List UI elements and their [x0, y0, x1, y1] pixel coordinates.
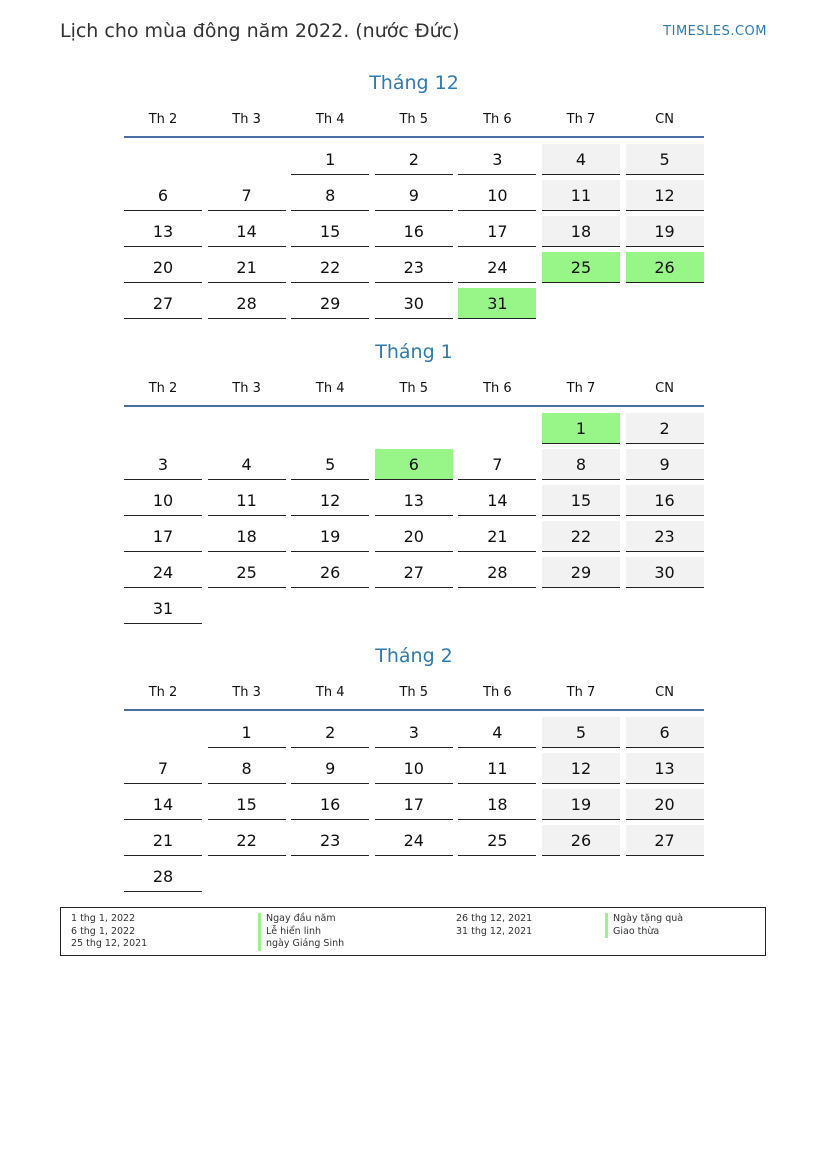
legend-holiday-name: Lễ hiển linh	[258, 926, 344, 939]
day-cell[interactable]: 13	[375, 485, 453, 516]
day-cell[interactable]: 14	[124, 789, 202, 820]
month-title: Tháng 1	[375, 341, 453, 363]
legend-holiday-name: Ngay đầu năm	[258, 913, 344, 926]
weekday-label: Th 2	[148, 111, 178, 127]
day-grid	[124, 413, 704, 624]
day-cell[interactable]: 3	[458, 144, 536, 175]
day-cell[interactable]: 7	[458, 449, 536, 480]
day-cell[interactable]: 21	[124, 825, 202, 856]
day-cell[interactable]: 15	[542, 485, 620, 516]
weekday-label: Th 7	[566, 684, 596, 700]
day-cell[interactable]: 24	[458, 252, 536, 283]
weekday-label: Th 2	[148, 380, 178, 396]
empty-cell	[124, 144, 202, 175]
weekday-label: CN	[655, 111, 674, 127]
day-cell[interactable]: 28	[208, 288, 286, 319]
day-cell[interactable]: 6	[626, 717, 704, 748]
weekday-label: Th 2	[148, 684, 178, 700]
empty-cell	[291, 413, 369, 444]
weekday-label: Th 4	[315, 380, 345, 396]
day-cell[interactable]: 8	[208, 753, 286, 784]
legend-holiday-name: ngày Giáng Sinh	[258, 938, 344, 951]
holiday-day-cell[interactable]: 1	[542, 413, 620, 444]
month-title: Tháng 2	[375, 645, 453, 667]
weekday-label: Th 3	[232, 684, 261, 700]
day-cell[interactable]: 22	[208, 825, 286, 856]
day-cell[interactable]: 26	[542, 825, 620, 856]
day-cell[interactable]: 5	[542, 717, 620, 748]
day-cell[interactable]: 30	[626, 557, 704, 588]
day-cell[interactable]: 30	[375, 288, 453, 319]
day-cell[interactable]: 6	[124, 180, 202, 211]
empty-cell	[375, 413, 453, 444]
day-cell[interactable]: 27	[626, 825, 704, 856]
day-cell[interactable]: 19	[291, 521, 369, 552]
day-cell[interactable]: 27	[375, 557, 453, 588]
site-link[interactable]: TIMESLES.COM	[663, 24, 767, 39]
day-cell[interactable]: 20	[626, 789, 704, 820]
legend-holiday-name: Giao thừa	[605, 926, 683, 939]
day-cell[interactable]: 16	[375, 216, 453, 247]
day-cell[interactable]: 29	[542, 557, 620, 588]
legend-date: 6 thg 1, 2022	[71, 925, 136, 937]
month-december	[124, 70, 704, 319]
day-cell[interactable]: 8	[291, 180, 369, 211]
day-cell[interactable]: 5	[291, 449, 369, 480]
weekday-label: Th 6	[483, 380, 512, 396]
day-cell[interactable]: 18	[208, 521, 286, 552]
day-cell[interactable]: 20	[124, 252, 202, 283]
weekday-label: Th 3	[232, 380, 261, 396]
legend-dates-left	[71, 913, 147, 951]
day-cell[interactable]: 17	[375, 789, 453, 820]
day-cell[interactable]: 25	[208, 557, 286, 588]
day-cell[interactable]: 31	[124, 593, 202, 624]
day-cell[interactable]: 18	[458, 789, 536, 820]
day-cell[interactable]: 16	[291, 789, 369, 820]
day-cell[interactable]: 2	[291, 717, 369, 748]
day-cell[interactable]: 3	[124, 449, 202, 480]
day-cell[interactable]: 4	[208, 449, 286, 480]
day-cell[interactable]: 24	[375, 825, 453, 856]
holiday-day-cell[interactable]: 6	[375, 449, 453, 480]
day-cell[interactable]: 26	[291, 557, 369, 588]
day-cell[interactable]: 24	[124, 557, 202, 588]
weekday-header	[124, 106, 704, 138]
weekday-label: Th 4	[315, 684, 345, 700]
day-cell[interactable]: 12	[542, 753, 620, 784]
month-title: Tháng 12	[369, 72, 459, 94]
legend-date: 31 thg 12, 2021	[456, 925, 533, 937]
empty-cell	[458, 413, 536, 444]
day-cell[interactable]: 11	[542, 180, 620, 211]
legend-date: 26 thg 12, 2021	[456, 913, 533, 924]
day-grid	[124, 717, 704, 892]
page-title: Lịch cho mùa đông năm 2022. (nước Đức)	[60, 20, 460, 42]
day-cell[interactable]: 19	[626, 216, 704, 247]
holiday-day-cell[interactable]: 26	[626, 252, 704, 283]
legend-date: 25 thg 12, 2021	[71, 938, 148, 949]
holiday-legend	[60, 907, 766, 956]
day-cell[interactable]: 9	[291, 753, 369, 784]
day-cell[interactable]: 11	[208, 485, 286, 516]
day-cell[interactable]: 13	[124, 216, 202, 247]
day-cell[interactable]: 11	[458, 753, 536, 784]
legend-names-left	[258, 913, 344, 951]
legend-date: 1 thg 1, 2022	[71, 913, 136, 924]
day-cell[interactable]: 25	[458, 825, 536, 856]
day-cell[interactable]: 10	[124, 485, 202, 516]
weekday-label: Th 5	[399, 111, 429, 127]
day-cell[interactable]: 28	[124, 861, 202, 892]
weekday-label: CN	[655, 684, 674, 700]
day-cell[interactable]: 9	[626, 449, 704, 480]
weekday-header	[124, 375, 704, 407]
holiday-day-cell[interactable]: 31	[458, 288, 536, 319]
day-cell[interactable]: 20	[375, 521, 453, 552]
legend-dates-right	[456, 913, 532, 938]
day-cell[interactable]: 5	[626, 144, 704, 175]
day-cell[interactable]: 22	[291, 252, 369, 283]
day-cell[interactable]: 2	[375, 144, 453, 175]
day-cell[interactable]: 15	[208, 789, 286, 820]
weekday-label: Th 5	[399, 380, 429, 396]
day-cell[interactable]: 23	[291, 825, 369, 856]
legend-names-right	[605, 913, 683, 938]
empty-cell	[208, 413, 286, 444]
weekday-label: Th 4	[315, 111, 345, 127]
day-cell[interactable]: 4	[542, 144, 620, 175]
weekday-header	[124, 679, 704, 711]
day-cell[interactable]: 13	[626, 753, 704, 784]
month-january	[124, 339, 704, 624]
day-cell[interactable]: 2	[626, 413, 704, 444]
empty-cell	[208, 144, 286, 175]
day-cell[interactable]: 18	[542, 216, 620, 247]
day-cell[interactable]: 21	[458, 521, 536, 552]
day-cell[interactable]: 14	[458, 485, 536, 516]
day-cell[interactable]: 23	[626, 521, 704, 552]
day-cell[interactable]: 17	[458, 216, 536, 247]
empty-cell	[124, 413, 202, 444]
day-grid	[124, 144, 704, 319]
day-cell[interactable]: 19	[542, 789, 620, 820]
day-cell[interactable]: 3	[375, 717, 453, 748]
weekday-label: Th 5	[399, 684, 429, 700]
day-cell[interactable]: 1	[208, 717, 286, 748]
day-cell[interactable]: 12	[626, 180, 704, 211]
holiday-day-cell[interactable]: 25	[542, 252, 620, 283]
day-cell[interactable]: 21	[208, 252, 286, 283]
day-cell[interactable]: 12	[291, 485, 369, 516]
weekday-label: CN	[655, 380, 674, 396]
day-cell[interactable]: 15	[291, 216, 369, 247]
day-cell[interactable]: 14	[208, 216, 286, 247]
day-cell[interactable]: 29	[291, 288, 369, 319]
day-cell[interactable]: 10	[458, 180, 536, 211]
weekday-label: Th 3	[232, 111, 261, 127]
day-cell[interactable]: 10	[375, 753, 453, 784]
day-cell[interactable]: 1	[291, 144, 369, 175]
day-cell[interactable]: 7	[208, 180, 286, 211]
day-cell[interactable]: 23	[375, 252, 453, 283]
day-cell[interactable]: 4	[458, 717, 536, 748]
day-cell[interactable]: 28	[458, 557, 536, 588]
empty-cell	[124, 717, 202, 748]
weekday-label: Th 6	[483, 684, 512, 700]
weekday-label: Th 7	[566, 380, 596, 396]
weekday-label: Th 6	[483, 111, 512, 127]
month-february	[124, 643, 704, 892]
day-cell[interactable]: 17	[124, 521, 202, 552]
day-cell[interactable]: 8	[542, 449, 620, 480]
day-cell[interactable]: 9	[375, 180, 453, 211]
day-cell[interactable]: 7	[124, 753, 202, 784]
day-cell[interactable]: 22	[542, 521, 620, 552]
weekday-label: Th 7	[566, 111, 596, 127]
legend-holiday-name: Ngày tặng quà	[605, 913, 683, 926]
day-cell[interactable]: 16	[626, 485, 704, 516]
day-cell[interactable]: 27	[124, 288, 202, 319]
